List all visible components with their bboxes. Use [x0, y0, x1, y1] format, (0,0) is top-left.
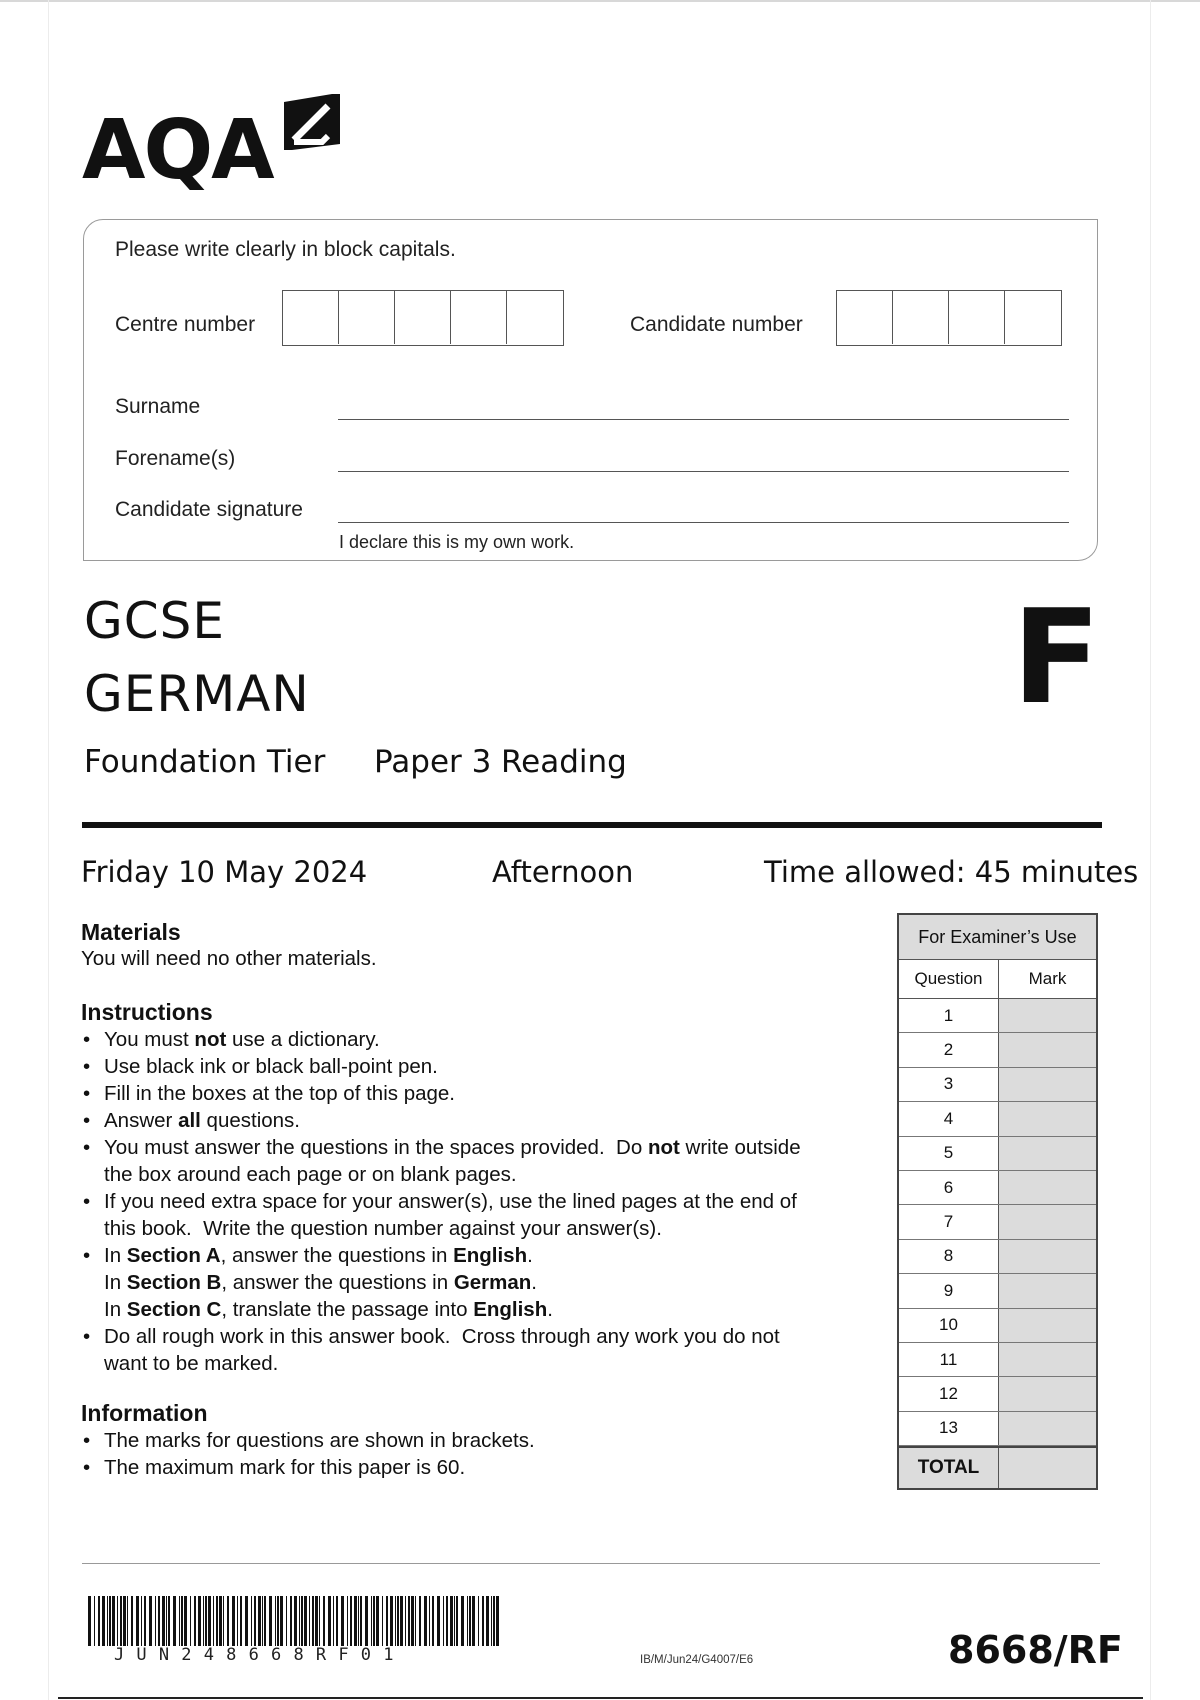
tier-label: Foundation Tier: [84, 744, 326, 780]
question-number-cell: 12: [899, 1377, 999, 1410]
total-mark-cell: [999, 1448, 1096, 1488]
centre-number-digit-box[interactable]: [451, 291, 507, 344]
candidate-number-digit-box[interactable]: [893, 291, 949, 344]
examiner-table-row: [899, 1343, 1096, 1377]
candidate-signature-label: Candidate signature: [115, 498, 303, 521]
examiner-table-row: [899, 1309, 1096, 1343]
examiner-table-row: [899, 1068, 1096, 1102]
mark-cell: [999, 1171, 1096, 1204]
instruction-item: • You must not use a dictionary.: [81, 1026, 871, 1053]
forenames-line[interactable]: [338, 471, 1069, 472]
exam-date: Friday 10 May 2024: [81, 855, 368, 889]
exam-session: Afternoon: [492, 855, 634, 889]
centre-number-digit-box[interactable]: [395, 291, 451, 344]
centre-number-label: Centre number: [115, 313, 256, 336]
question-number-cell: 4: [899, 1102, 999, 1135]
mark-cell: [999, 1102, 1096, 1135]
examiner-table-row: [899, 1377, 1096, 1411]
candidate-number-label: Candidate number: [630, 313, 803, 336]
mark-cell: [999, 1343, 1096, 1376]
title-divider: [82, 822, 1102, 828]
question-number-cell: 2: [899, 1033, 999, 1066]
document-reference: IB/M/Jun24/G4007/E6: [640, 1654, 754, 1666]
surname-label: Surname: [115, 395, 201, 418]
mark-cell: [999, 1033, 1096, 1066]
examiner-table-row: [899, 1205, 1096, 1239]
logo-text: AQA: [82, 103, 273, 198]
instruction-item: • Answer all questions.: [81, 1107, 871, 1134]
centre-number-digit-box[interactable]: [283, 291, 339, 344]
page-edge: [0, 0, 1200, 2]
paper-label: Paper 3: [374, 744, 492, 780]
candidate-number-digit-box[interactable]: [949, 291, 1005, 344]
question-number-cell: 9: [899, 1274, 999, 1307]
question-number-cell: 6: [899, 1171, 999, 1204]
qualification-title: GCSE: [84, 592, 225, 650]
block-capitals-instruction: Please write clearly in block capitals.: [115, 238, 456, 261]
examiner-table-row: [899, 1137, 1096, 1171]
instruction-item: • Do all rough work in this answer book. Cross through any work you do not want to be marked.: [81, 1323, 871, 1377]
question-column-header: Question: [899, 960, 999, 998]
mark-cell: [999, 1240, 1096, 1273]
examiner-table-row: [899, 999, 1096, 1033]
examiner-table-row: [899, 1412, 1096, 1446]
instruction-item: • Use black ink or black ball-point pen.: [81, 1053, 871, 1080]
information-list: [81, 1427, 871, 1481]
instruction-item: • If you need extra space for your answer(s), use the lined pages at the end of this book. Write the question number against your answer(s).: [81, 1188, 871, 1242]
instruction-item: • In Section A, answer the questions in English. In Section B, answer the questions in German. In Section C, translate the passage into English.: [81, 1242, 871, 1323]
paper-code: 8668/RF: [948, 1628, 1123, 1672]
examiner-table-header-row: [899, 960, 1096, 999]
candidate-number-digit-box[interactable]: [837, 291, 893, 344]
mark-cell: [999, 999, 1096, 1032]
question-number-cell: 1: [899, 999, 999, 1032]
component-label: Reading: [501, 744, 627, 780]
subject-title: GERMAN: [84, 665, 310, 723]
mark-cell: [999, 1137, 1096, 1170]
signature-line[interactable]: [338, 522, 1069, 523]
page-bottom-rule: [58, 1697, 1143, 1699]
page-margin-right: [1150, 0, 1151, 1700]
mark-cell: [999, 1377, 1096, 1410]
mark-cell: [999, 1205, 1096, 1238]
examiner-table-row: [899, 1033, 1096, 1067]
mark-cell: [999, 1309, 1096, 1342]
mark-cell: [999, 1274, 1096, 1307]
examiner-table-row: [899, 1102, 1096, 1136]
instruction-item: • You must answer the questions in the spaces provided. Do not write outside the box around each page or on blank pages.: [81, 1134, 871, 1188]
instructions-list: [81, 1026, 871, 1377]
question-number-cell: 8: [899, 1240, 999, 1273]
candidate-number-boxes[interactable]: [836, 290, 1062, 346]
materials-text: You will need no other materials.: [81, 947, 377, 970]
time-allowed: Time allowed: 45 minutes: [764, 855, 1139, 889]
instructions-heading: Instructions: [81, 999, 213, 1025]
centre-number-digit-box[interactable]: [507, 291, 563, 344]
examiner-table-row: [899, 1240, 1096, 1274]
centre-number-digit-box[interactable]: [339, 291, 395, 344]
information-heading: Information: [81, 1400, 208, 1426]
candidate-number-digit-box[interactable]: [1005, 291, 1061, 344]
mark-cell: [999, 1412, 1096, 1445]
examiner-table-heading: For Examiner’s Use: [899, 915, 1096, 960]
question-number-cell: 11: [899, 1343, 999, 1376]
question-number-cell: 10: [899, 1309, 999, 1342]
candidate-details-box: [83, 219, 1098, 561]
question-number-cell: 5: [899, 1137, 999, 1170]
total-label: TOTAL: [899, 1448, 999, 1488]
question-number-cell: 3: [899, 1068, 999, 1101]
aqa-logo-mark-icon: [282, 92, 342, 152]
footer-divider: [82, 1563, 1100, 1564]
examiner-table-row: [899, 1274, 1096, 1308]
examiner-table-row: [899, 1171, 1096, 1205]
materials-heading: Materials: [81, 919, 181, 945]
barcode-icon: [88, 1596, 508, 1648]
mark-column-header: Mark: [999, 960, 1096, 998]
barcode-number: JUN248668RF01: [114, 1645, 406, 1665]
page-margin-left: [48, 0, 49, 1700]
surname-line[interactable]: [338, 419, 1069, 420]
information-item: • The marks for questions are shown in brackets.: [81, 1427, 871, 1454]
information-item: • The maximum mark for this paper is 60.: [81, 1454, 871, 1481]
question-number-cell: 7: [899, 1205, 999, 1238]
total-row: [899, 1446, 1096, 1488]
declaration-text: I declare this is my own work.: [339, 532, 575, 552]
forenames-label: Forename(s): [115, 447, 236, 470]
tier-letter: F: [1012, 581, 1101, 733]
mark-cell: [999, 1068, 1096, 1101]
instruction-item: • Fill in the boxes at the top of this page.: [81, 1080, 871, 1107]
centre-number-boxes[interactable]: [282, 290, 564, 346]
question-number-cell: 13: [899, 1412, 999, 1445]
examiner-use-table: [897, 913, 1098, 1490]
aqa-logo: [82, 92, 273, 198]
